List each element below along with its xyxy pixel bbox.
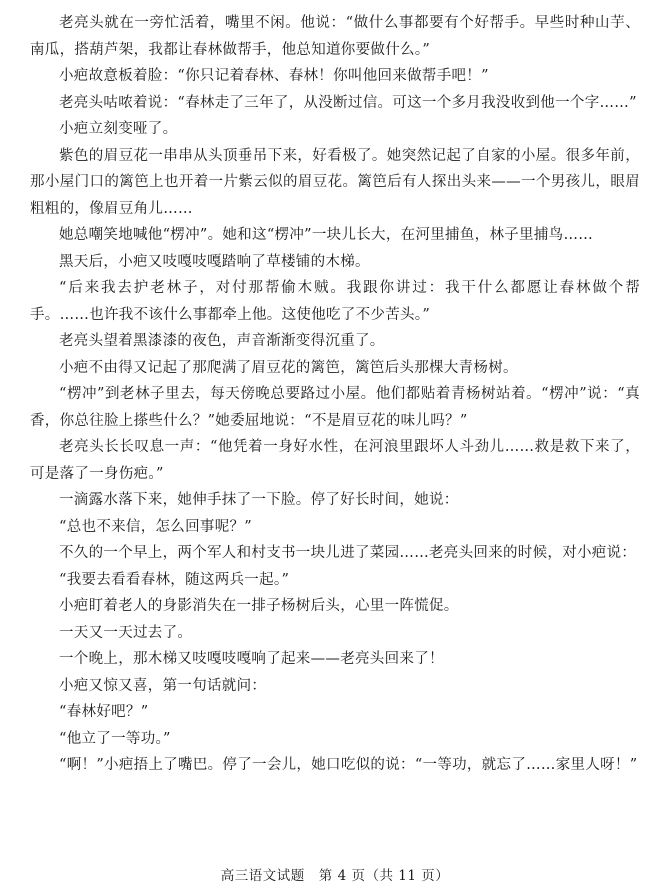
paragraph-15: 不久的一个早上，两个军人和村支书一块儿进了菜园……老亮头回来的时候，对小疤说： — [59, 545, 637, 561]
paragraph-2: 小疤故意板着脸：“你只记着春林、春林！你叫他回来做帮手吧！” — [59, 68, 489, 84]
paragraph-22: “他立了一等功。” — [59, 730, 171, 747]
paragraph-7: 黑天后，小疤又吱嘎吱嘎踏响了草楼铺的木梯。 — [59, 253, 370, 270]
paragraph-17: 小疤盯着老人的身影消失在一排子杨树后头，心里一阵慌促。 — [59, 598, 459, 614]
paragraph-13: 一滴露水落下来，她伸手抹了一下脸。停了好长时间，她说： — [59, 492, 459, 508]
paragraph-11: “楞冲”到老林子里去，每天傍晚总要路过小屋。他们都贴着青杨树站着。“楞冲”说：“真香，你总往脸上搽些什么？”她委屈地说：“不是眉豆花的味儿吗？” — [30, 386, 640, 429]
paragraph-16: “我要去看看春林，随这两兵一起。” — [59, 571, 290, 588]
paragraph-20: 小疤又惊又喜，第一句话就问： — [59, 677, 267, 694]
document-page — [30, 10, 640, 779]
paragraph-1: 老亮头就在一旁忙活着，嘴里不闲。他说：“做什么事都要有个好帮手。早些时种山芋、南瓜，搭葫芦架，我都让春林做帮手，他总知道你要做什么。” — [30, 15, 640, 58]
paragraph-4: 小疤立刻变哑了。 — [59, 121, 178, 137]
paragraph-12: 老亮头长长叹息一声：“他凭着一身好水性，在河浪里跟坏人斗劲儿……救是救下来了，可是落了一身伤疤。” — [30, 439, 640, 482]
paragraph-5: 紫色的眉豆花一串串从头顶垂吊下来，好看极了。她突然记起了自家的小屋。很多年前，那小屋门口的篱笆上也开着一片紫云似的眉豆花。篱笆后有人探出头来——一个男孩儿，眼眉粗粗的，像眉豆角儿…… — [30, 147, 640, 217]
paragraph-23: “啊！”小疤捂上了嘴巴。停了一会儿，她口吃似的说：“一等功，就忘了……家里人呀！” — [59, 757, 638, 773]
paragraph-18: 一天又一天过去了。 — [59, 624, 193, 641]
paragraph-8: “后来我去护老林子，对付那帮偷木贼。我跟你讲过：我干什么都愿让春林做个帮手。……也许我不该什么事都牵上他。这使他吃了不少苦头。” — [30, 280, 640, 323]
paragraph-3: 老亮头咕哝着说：“春林走了三年了，从没断过信。可这一个多月我没收到他一个字……” — [59, 94, 637, 111]
paragraph-6: 她总嘲笑地喊他“楞冲”。她和这“楞冲”一块儿长大，在河里捕鱼，林子里捕鸟…… — [59, 227, 594, 243]
paragraph-21: “春林好吧？” — [59, 704, 149, 720]
page-footer: 高三语文试题 第 4 页（共 11 页） — [220, 868, 450, 884]
paragraph-10: 小疤不由得又记起了那爬满了眉豆花的篱笆，篱笆后头那棵大青杨树。 — [59, 359, 518, 376]
paragraph-14: “总也不来信，怎么回事呢？” — [59, 518, 253, 535]
paragraph-9: 老亮头望着黑漆漆的夜色，声音渐渐变得沉重了。 — [59, 333, 385, 349]
paragraph-19: 一个晚上，那木梯又吱嘎吱嘎响了起来——老亮头回来了！ — [59, 651, 444, 667]
